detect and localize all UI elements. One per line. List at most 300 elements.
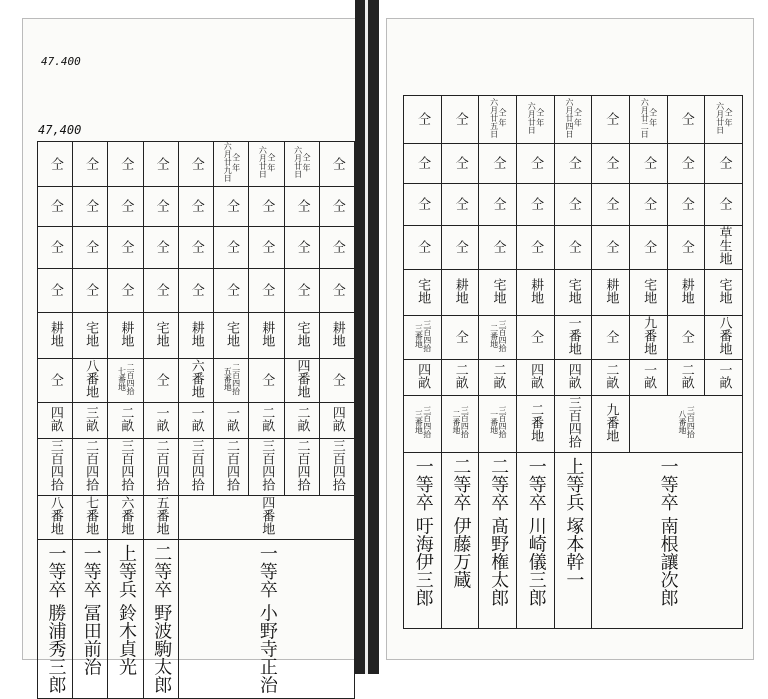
register-cell — [441, 360, 479, 396]
register-cell — [516, 96, 554, 144]
cell-text: 六番地 — [188, 359, 204, 398]
register-cell — [319, 439, 354, 496]
register-cell — [249, 269, 284, 313]
register-row — [38, 540, 355, 699]
register-cell — [73, 403, 108, 439]
register-row — [404, 270, 743, 316]
cell-text: 仝 — [716, 156, 732, 169]
register-cell — [38, 142, 73, 187]
soldier-name-text: 一等卒 川崎儀三郎 — [525, 457, 547, 607]
register-cell — [554, 184, 592, 226]
register-row — [38, 359, 355, 403]
cell-text: 仝 — [329, 240, 345, 253]
cell-text: 一畝 — [641, 362, 657, 389]
soldier-name-cell — [38, 540, 73, 699]
soldier-name-cell — [441, 453, 479, 629]
cell-text: 仝 — [452, 330, 468, 343]
register-cell — [178, 439, 213, 496]
register-row — [38, 496, 355, 540]
soldier-name-text: 上等兵 塚本幹一 — [563, 457, 585, 589]
cell-text: 二百四拾 五番地 — [223, 362, 241, 395]
cell-text: 九番地 — [641, 316, 657, 355]
register-cell — [629, 360, 667, 396]
register-cell — [404, 184, 442, 226]
soldier-name-text: 二等卒 伊藤万蔵 — [450, 457, 472, 589]
cell-text: 仝 — [528, 330, 544, 343]
register-cell — [516, 184, 554, 226]
register-cell — [404, 144, 442, 184]
register-cell — [479, 360, 517, 396]
soldier-name-text: 一等卒 勝浦秀三郎 — [45, 544, 67, 694]
cell-text: 四畝 — [565, 362, 581, 389]
register-cell — [629, 226, 667, 270]
cell-text: 仝 — [188, 199, 204, 212]
cell-text: 仝 — [678, 197, 694, 210]
cell-text: 宅地 — [83, 320, 99, 347]
cell-text: 仝 — [565, 197, 581, 210]
cell-text: 仝 — [565, 156, 581, 169]
register-cell — [284, 439, 319, 496]
register-cell — [404, 226, 442, 270]
cell-text: 一番地 — [565, 316, 581, 355]
cell-text: 三百四拾 二番地 — [451, 406, 470, 438]
cell-text: 仝 — [329, 199, 345, 212]
register-cell — [143, 227, 178, 269]
register-cell — [441, 184, 479, 226]
register-cell — [143, 269, 178, 313]
cell-text: 仝 — [329, 156, 345, 170]
cell-text: 仝 — [47, 283, 63, 296]
cell-text: 仝 — [603, 156, 619, 169]
folio-number: 47.400 — [41, 55, 81, 68]
register-cell — [479, 144, 517, 184]
register-cell — [38, 269, 73, 313]
cell-text: 宅地 — [294, 320, 310, 347]
register-cell — [73, 439, 108, 496]
cell-text: 仝 年 六月廿四日 — [564, 97, 583, 138]
register-cell — [319, 187, 354, 227]
register-cell — [516, 144, 554, 184]
register-cell — [441, 316, 479, 360]
register-cell — [73, 187, 108, 227]
register-cell — [592, 316, 630, 360]
register-cell — [629, 184, 667, 226]
cell-text: 仝 — [83, 156, 99, 170]
cell-text: 一畝 — [224, 405, 240, 432]
register-cell — [214, 187, 249, 227]
cell-text: 仝 — [153, 156, 169, 170]
register-cell — [516, 226, 554, 270]
cell-text: 仝 — [47, 156, 63, 170]
cell-text: 仝 — [490, 156, 506, 169]
cell-text: 仝 — [329, 373, 345, 386]
soldier-name-cell — [143, 540, 178, 699]
cell-text: 三百四拾 八番地 — [677, 406, 696, 438]
register-row — [38, 187, 355, 227]
register-cell — [592, 226, 630, 270]
register-cell — [629, 316, 667, 360]
register-cell — [629, 144, 667, 184]
register-cell — [214, 269, 249, 313]
cell-text: 仝 — [47, 199, 63, 212]
cell-text: 一畝 — [153, 405, 169, 432]
register-cell — [38, 313, 73, 359]
left-page — [22, 18, 364, 694]
register-cell — [108, 313, 143, 359]
cell-text: 四番地 — [294, 359, 310, 398]
register-cell — [479, 316, 517, 360]
cell-text: 仝 — [603, 112, 619, 125]
cell-text: 二畝 — [603, 362, 619, 389]
register-cell — [108, 227, 143, 269]
cell-text: 仝 — [452, 156, 468, 169]
register-cell — [554, 396, 592, 453]
register-cell — [284, 359, 319, 403]
cell-text: 仝 — [153, 373, 169, 386]
soldier-name-cell — [73, 540, 108, 699]
cell-text: 仝 — [153, 240, 169, 253]
cell-text: 仝 — [188, 283, 204, 296]
cell-text: 仝 — [118, 199, 134, 212]
register-cell — [516, 396, 554, 453]
register-row — [404, 96, 743, 144]
register-cell — [479, 396, 517, 453]
cell-text: 耕地 — [329, 320, 345, 347]
register-cell — [38, 496, 73, 540]
cell-text: 二番地 — [528, 402, 544, 442]
cell-text: 四畝 — [329, 405, 345, 432]
cell-text: 仝 — [259, 283, 275, 296]
cell-text: 耕地 — [259, 320, 275, 347]
register-cell — [516, 270, 554, 316]
register-cell — [108, 187, 143, 227]
cell-text: 仝 年 六月廿日 — [293, 146, 312, 178]
register-cell — [441, 270, 479, 316]
register-cell — [404, 270, 442, 316]
register-cell — [554, 96, 592, 144]
cell-text: 仝 — [716, 197, 732, 210]
cell-text: 宅地 — [415, 277, 431, 304]
cell-text: 三百四拾 — [188, 439, 204, 491]
soldier-name-text: 二等卒 野波駒太郎 — [151, 544, 173, 694]
register-cell — [178, 403, 213, 439]
cell-text: 三畝 — [83, 405, 99, 432]
cell-text: 仝 — [452, 197, 468, 210]
register-row — [38, 142, 355, 187]
cell-text: 三百四拾 三番地 — [414, 319, 432, 352]
cell-text: 一畝 — [188, 405, 204, 432]
cell-text: 宅地 — [153, 320, 169, 347]
cell-text: 草生地 — [716, 226, 732, 265]
cell-text: 仝 — [678, 240, 694, 253]
folio-number-inner: 47,400 — [38, 123, 82, 137]
register-row — [38, 313, 355, 359]
cell-text: 仝 — [224, 283, 240, 296]
register-row — [404, 226, 743, 270]
cell-text: 二畝 — [490, 362, 506, 389]
cell-text: 仝 — [83, 199, 99, 212]
soldier-name-cell — [592, 453, 743, 629]
register-cell — [249, 439, 284, 496]
register-cell — [479, 226, 517, 270]
register-cell — [73, 142, 108, 187]
cell-text: 九番地 — [603, 402, 619, 442]
register-row — [38, 227, 355, 269]
register-cell — [73, 269, 108, 313]
cell-text: 仝 — [528, 156, 544, 169]
register-cell — [479, 270, 517, 316]
register-cell — [214, 403, 249, 439]
cell-text: 二畝 — [294, 405, 310, 432]
register-cell — [319, 227, 354, 269]
register-cell — [554, 360, 592, 396]
cell-text: 四畝 — [47, 405, 63, 432]
register-cell — [319, 313, 354, 359]
register-cell — [178, 496, 354, 540]
register-cell — [554, 316, 592, 360]
register-cell — [143, 313, 178, 359]
register-cell — [249, 359, 284, 403]
register-cell — [441, 96, 479, 144]
cell-text: 二百四拾 — [153, 439, 169, 491]
cell-text: 四畝 — [528, 362, 544, 389]
cell-text: 耕地 — [528, 277, 544, 304]
register-cell — [404, 396, 442, 453]
cell-text: 仝 — [415, 112, 431, 125]
cell-text: 仝 — [259, 240, 275, 253]
register-cell — [592, 96, 630, 144]
register-cell — [516, 360, 554, 396]
register-row — [38, 269, 355, 313]
cell-text: 仝 — [565, 240, 581, 253]
cell-text: 仝 年 六月廿九日 — [223, 142, 241, 182]
cell-text: 八番地 — [47, 496, 63, 535]
cell-text: 仝 — [259, 373, 275, 386]
soldier-name-cell — [554, 453, 592, 629]
cell-text: 六番地 — [118, 496, 134, 535]
cell-text: 仝 — [528, 240, 544, 253]
register-cell — [178, 269, 213, 313]
soldier-name-text: 二等卒 髙野権太郎 — [488, 457, 510, 607]
cell-text: 仝 — [118, 283, 134, 296]
soldier-name-text: 一等卒 小野寺正治 — [256, 544, 278, 694]
register-cell — [73, 227, 108, 269]
register-cell — [319, 142, 354, 187]
register-cell — [178, 227, 213, 269]
register-cell — [214, 313, 249, 359]
register-cell — [284, 227, 319, 269]
register-cell — [441, 226, 479, 270]
cell-text: 仝 — [490, 197, 506, 210]
cell-text: 仝 — [224, 199, 240, 212]
register-row — [404, 316, 743, 360]
register-cell — [108, 439, 143, 496]
register-cell — [143, 142, 178, 187]
register-row — [404, 453, 743, 629]
cell-text: 耕地 — [452, 277, 468, 304]
cell-text: 耕地 — [118, 320, 134, 347]
register-cell — [73, 359, 108, 403]
soldier-name-cell — [404, 453, 442, 629]
cell-text: 仝 — [188, 156, 204, 170]
cell-text: 二百四拾 七番地 — [117, 362, 135, 395]
register-cell — [705, 316, 743, 360]
cell-text: 仝 — [329, 283, 345, 296]
cell-text: 仝 年 六月廿二日 — [640, 97, 658, 138]
register-cell — [479, 184, 517, 226]
cell-text: 仝 — [528, 197, 544, 210]
cell-text: 四畝 — [415, 362, 431, 389]
register-cell — [441, 396, 479, 453]
register-row — [404, 184, 743, 226]
register-cell — [108, 403, 143, 439]
cell-text: 三百四拾 — [118, 439, 134, 491]
soldier-name-text: 一等卒 冨田前治 — [80, 544, 102, 676]
register-row — [404, 396, 743, 453]
cell-text: 仝 — [83, 283, 99, 296]
register-cell — [404, 96, 442, 144]
cell-text: 仝 — [153, 283, 169, 296]
register-cell — [249, 403, 284, 439]
register-cell — [143, 496, 178, 540]
cell-text: 仝 — [490, 240, 506, 253]
register-cell — [178, 359, 213, 403]
register-cell — [38, 403, 73, 439]
register-cell — [214, 142, 249, 187]
cell-text: 三百四拾 二番地 — [489, 319, 508, 352]
register-cell — [284, 269, 319, 313]
cell-text: 仝 — [678, 156, 694, 169]
register-cell — [592, 184, 630, 226]
register-cell — [667, 144, 705, 184]
cell-text: 仝 — [118, 156, 134, 170]
register-cell — [319, 269, 354, 313]
cell-text: 仝 — [603, 197, 619, 210]
cell-text: 三百四拾 三番地 — [414, 406, 432, 438]
register-cell — [705, 96, 743, 144]
cell-text: 仝 — [294, 199, 310, 212]
cell-text: 三百四拾 — [259, 439, 275, 491]
cell-text: 二百四拾 — [294, 439, 310, 491]
register-cell — [284, 187, 319, 227]
register-cell — [479, 96, 517, 144]
register-cell — [249, 313, 284, 359]
register-cell — [667, 270, 705, 316]
cell-text: 仝 — [603, 240, 619, 253]
cell-text: 仝 — [153, 199, 169, 212]
register-row — [38, 403, 355, 439]
register-cell — [319, 403, 354, 439]
register-cell — [629, 270, 667, 316]
register-row — [38, 439, 355, 496]
cell-text: 仝 — [47, 240, 63, 253]
cell-text: 二百四拾 — [83, 439, 99, 491]
cell-text: 二百四拾 — [224, 439, 240, 491]
register-cell — [249, 187, 284, 227]
cell-text: 仝 年 六月廿日 — [527, 101, 545, 134]
register-cell — [592, 144, 630, 184]
soldier-name-text: 一等卒 南根讓次郎 — [657, 457, 679, 607]
cell-text: 仝 — [415, 240, 431, 253]
register-cell — [667, 96, 705, 144]
register-cell — [214, 227, 249, 269]
soldier-name-cell — [479, 453, 517, 629]
register-cell — [73, 496, 108, 540]
cell-text: 宅地 — [641, 277, 657, 304]
register-cell — [441, 144, 479, 184]
cell-text: 仝 — [188, 240, 204, 253]
register-cell — [705, 226, 743, 270]
cell-text: 耕地 — [188, 320, 204, 347]
register-cell — [214, 439, 249, 496]
cell-text: 八番地 — [83, 359, 99, 398]
register-row — [404, 144, 743, 184]
cell-text: 宅地 — [565, 277, 581, 304]
cell-text: 仝 — [452, 240, 468, 253]
left-register-table — [37, 141, 355, 699]
register-cell — [249, 227, 284, 269]
register-cell — [178, 313, 213, 359]
soldier-name-cell — [178, 540, 354, 699]
register-cell — [516, 316, 554, 360]
cell-text: 五番地 — [153, 496, 169, 535]
register-cell — [38, 439, 73, 496]
cell-text: 仝 — [224, 240, 240, 253]
cell-text: 仝 — [641, 156, 657, 169]
cell-text: 宅地 — [490, 277, 506, 304]
register-cell — [629, 396, 742, 453]
cell-text: 仝 — [641, 240, 657, 253]
register-cell — [554, 270, 592, 316]
cell-text: 仝 年 六月廿日 — [258, 146, 276, 178]
register-cell — [73, 313, 108, 359]
register-cell — [404, 316, 442, 360]
register-cell — [143, 359, 178, 403]
cell-text: 仝 — [678, 330, 694, 343]
cell-text: 二畝 — [452, 362, 468, 389]
cell-text: 仝 — [603, 330, 619, 343]
register-cell — [214, 359, 249, 403]
cell-text: 三百四拾 — [47, 439, 63, 491]
cell-text: 七番地 — [83, 496, 99, 535]
register-cell — [38, 227, 73, 269]
soldier-name-text: 上等兵 鈴木貞光 — [115, 544, 137, 676]
register-cell — [108, 496, 143, 540]
register-cell — [108, 142, 143, 187]
cell-text: 仝 — [641, 197, 657, 210]
cell-text: 仝 — [415, 156, 431, 169]
register-cell — [667, 316, 705, 360]
cell-text: 仝 — [678, 112, 694, 125]
register-cell — [554, 144, 592, 184]
cell-text: 八番地 — [716, 316, 732, 355]
cell-text: 二畝 — [259, 405, 275, 432]
cell-text: 三百四拾 — [565, 396, 581, 448]
register-cell — [705, 360, 743, 396]
cell-text: 耕地 — [47, 320, 63, 347]
cell-text: 仝 — [415, 197, 431, 210]
cell-text: 仝 — [83, 240, 99, 253]
register-cell — [284, 142, 319, 187]
cell-text: 宅地 — [224, 320, 240, 347]
right-register-table — [403, 95, 743, 629]
soldier-name-cell — [108, 540, 143, 699]
register-cell — [592, 270, 630, 316]
book-binding — [355, 0, 379, 674]
register-cell — [705, 184, 743, 226]
cell-text: 仝 年 六月廿日 — [715, 101, 734, 134]
register-cell — [38, 359, 73, 403]
